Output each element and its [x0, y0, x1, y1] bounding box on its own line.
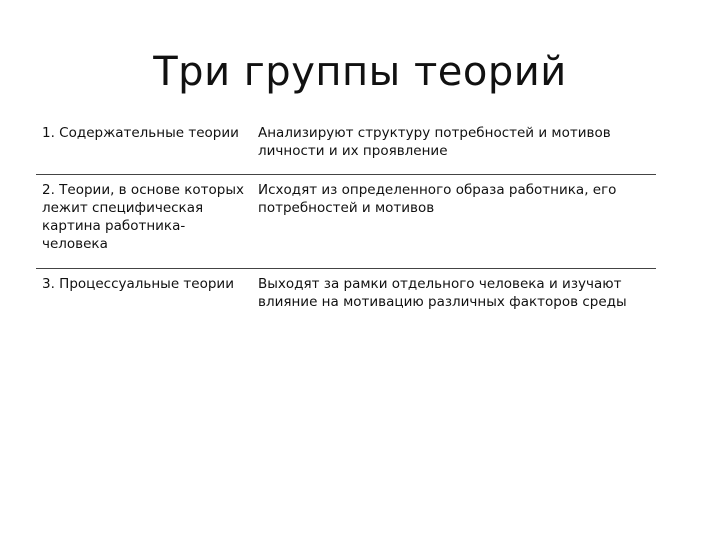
theories-table [36, 118, 656, 329]
table-row [36, 118, 656, 175]
theory-group-description: Исходят из определенного образа работника, его потребностей и мотивов [258, 182, 617, 216]
theory-group-name: 1. Содержательные теории [42, 125, 239, 141]
table-row [36, 269, 656, 329]
theory-group-name: 3. Процессуальные теории [42, 276, 234, 292]
theory-group-name: 2. Теории, в основе которых лежит специфическая картина работника-человека [42, 182, 245, 252]
theory-group-description: Анализируют структуру потребностей и мотивов личности и их проявление [258, 125, 611, 159]
theory-group-description: Выходят за рамки отдельного человека и изучают влияние на мотивацию различных факторов среды [258, 276, 627, 310]
table-row [36, 175, 656, 269]
slide-title: Три группы теорий [153, 49, 567, 95]
